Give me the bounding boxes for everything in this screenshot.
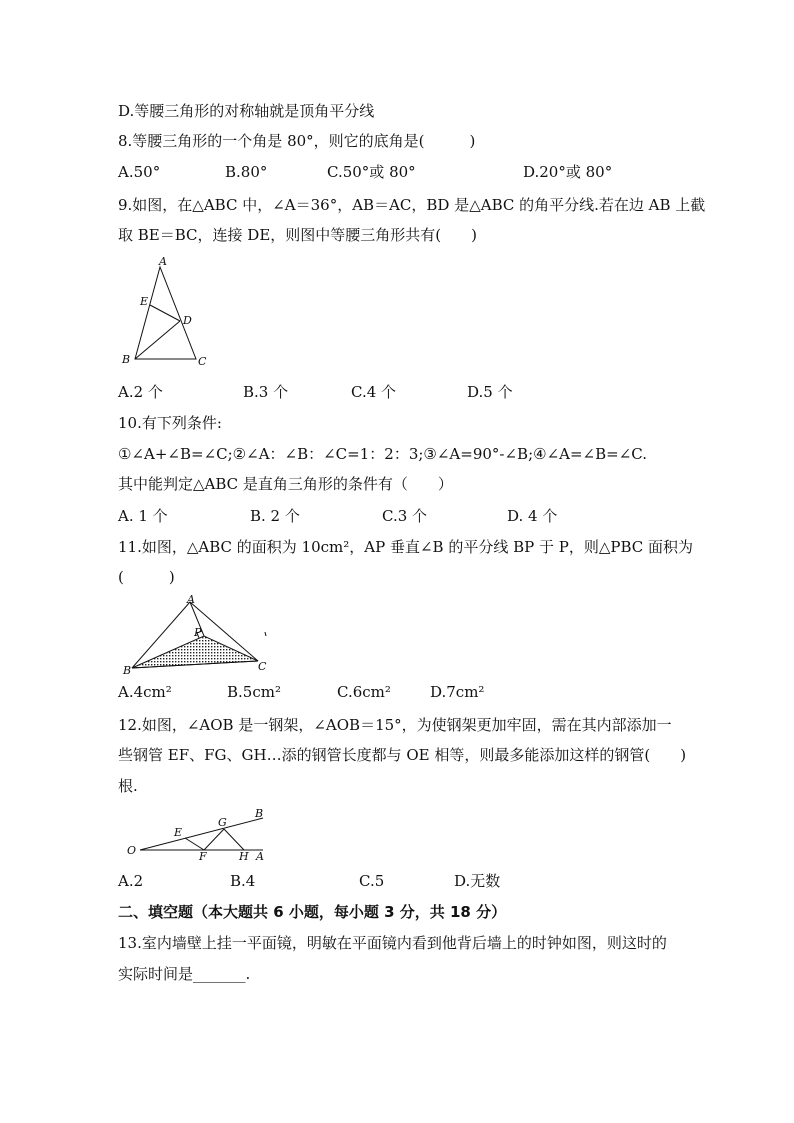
q12-steel-ef	[185, 838, 204, 850]
q11-shaded-triangle-pbc	[132, 636, 258, 668]
q9-label-d: D	[183, 314, 192, 327]
q9-segment-bd	[135, 321, 180, 359]
q10-option-d: D. 4 个	[507, 507, 558, 525]
q11-figure	[118, 592, 283, 677]
q12-question-line1: 12.如图，∠AOB 是一钢架，∠AOB＝15°，为使钢架更加牢固，需在其内部添加一	[118, 716, 672, 734]
q10-conditions: ①∠A+∠B=∠C;②∠A：∠B：∠C=1：2：3;③∠A=90°-∠B;④∠A=∠B=∠C.	[118, 445, 647, 463]
q9-label-e: E	[140, 295, 149, 308]
q10-prompt: 其中能判定△ABC 是直角三角形的条件有（ ）	[118, 475, 453, 493]
q9-figure	[118, 255, 218, 370]
q12-option-c: C.5	[359, 872, 385, 890]
q9-label-a: A	[159, 255, 167, 268]
q11-label-b: B	[123, 664, 132, 677]
q11-option-b: B.5cm²	[227, 683, 281, 701]
q11-options	[118, 682, 718, 702]
q11-question-line1: 11.如图，△ABC 的面积为 10cm²，AP 垂直∠B 的平分线 BP 于 P，则△PBC 面积为	[118, 538, 694, 556]
q8-options	[118, 162, 718, 182]
q13-question-line1: 13.室内墙壁上挂一平面镜，明敏在平面镜内看到他背后墙上的时钟如图，则这时的	[118, 934, 667, 952]
q11-label-a: A	[187, 593, 195, 606]
q9-label-c: C	[198, 355, 207, 368]
q9-label-b: B	[122, 353, 131, 366]
q12-option-a: A.2	[118, 872, 144, 890]
q9-option-d: D.5 个	[467, 383, 513, 401]
q8-option-b: B.80°	[225, 163, 268, 181]
q11-question-line2: ( )	[118, 568, 175, 586]
q10-option-a: A. 1 个	[118, 507, 168, 525]
q12-figure	[118, 806, 273, 866]
q9-option-a: A.2 个	[118, 383, 163, 401]
q8-option-c: C.50°或 80°	[327, 163, 416, 181]
q9-option-b: B.3 个	[243, 383, 289, 401]
q10-options	[118, 506, 718, 526]
section-2-heading: 二、填空题（本大题共 6 小题，每小题 3 分，共 18 分）	[118, 903, 507, 921]
q8-option-d: D.20°或 80°	[523, 163, 613, 181]
q12-option-d: D.无数	[454, 872, 501, 890]
q12-label-f: F	[199, 850, 207, 863]
q7-option-d: D.等腰三角形的对称轴就是顶角平分线	[118, 102, 375, 120]
q12-label-g: G	[218, 816, 227, 829]
q12-option-b: B.4	[230, 872, 256, 890]
q12-label-e: E	[174, 826, 183, 839]
q12-label-a: A	[256, 850, 264, 863]
q10-option-b: B. 2 个	[250, 507, 300, 525]
q12-label-h: H	[239, 850, 249, 863]
q9-options	[118, 382, 718, 402]
q11-option-d: D.7cm²	[430, 683, 485, 701]
q12-question-line3: 根.	[118, 777, 138, 795]
q11-option-a: A.4cm²	[118, 683, 172, 701]
q11-label-p: P	[194, 626, 202, 639]
q9-option-c: C.4 个	[351, 383, 397, 401]
q8-option-a: A.50°	[118, 163, 161, 181]
q12-label-o: O	[127, 844, 137, 857]
q11-stray-mark	[265, 632, 266, 636]
q10-question: 10.有下列条件:	[118, 414, 222, 432]
q8-question: 8.等腰三角形的一个角是 80°，则它的底角是( )	[118, 132, 476, 150]
q9-question-line2: 取 BE＝BC，连接 DE，则图中等腰三角形共有( )	[118, 226, 477, 244]
q12-steel-gh	[224, 829, 244, 850]
q11-label-c: C	[258, 660, 267, 673]
q12-ray-ob	[140, 818, 263, 850]
q12-question-line2: 些钢管 EF、FG、GH…添的钢管长度都与 OE 相等，则最多能添加这样的钢管( )	[118, 746, 687, 764]
q11-option-c: C.6cm²	[337, 683, 391, 701]
q13-question-line2: 实际时间是_______.	[118, 965, 251, 983]
q12-label-b: B	[255, 807, 264, 820]
q12-options	[118, 871, 718, 891]
q10-option-c: C.3 个	[382, 507, 428, 525]
q9-question-line1: 9.如图，在△ABC 中，∠A＝36°，AB＝AC，BD 是△ABC 的角平分线.若在边 AB 上截	[118, 196, 706, 214]
